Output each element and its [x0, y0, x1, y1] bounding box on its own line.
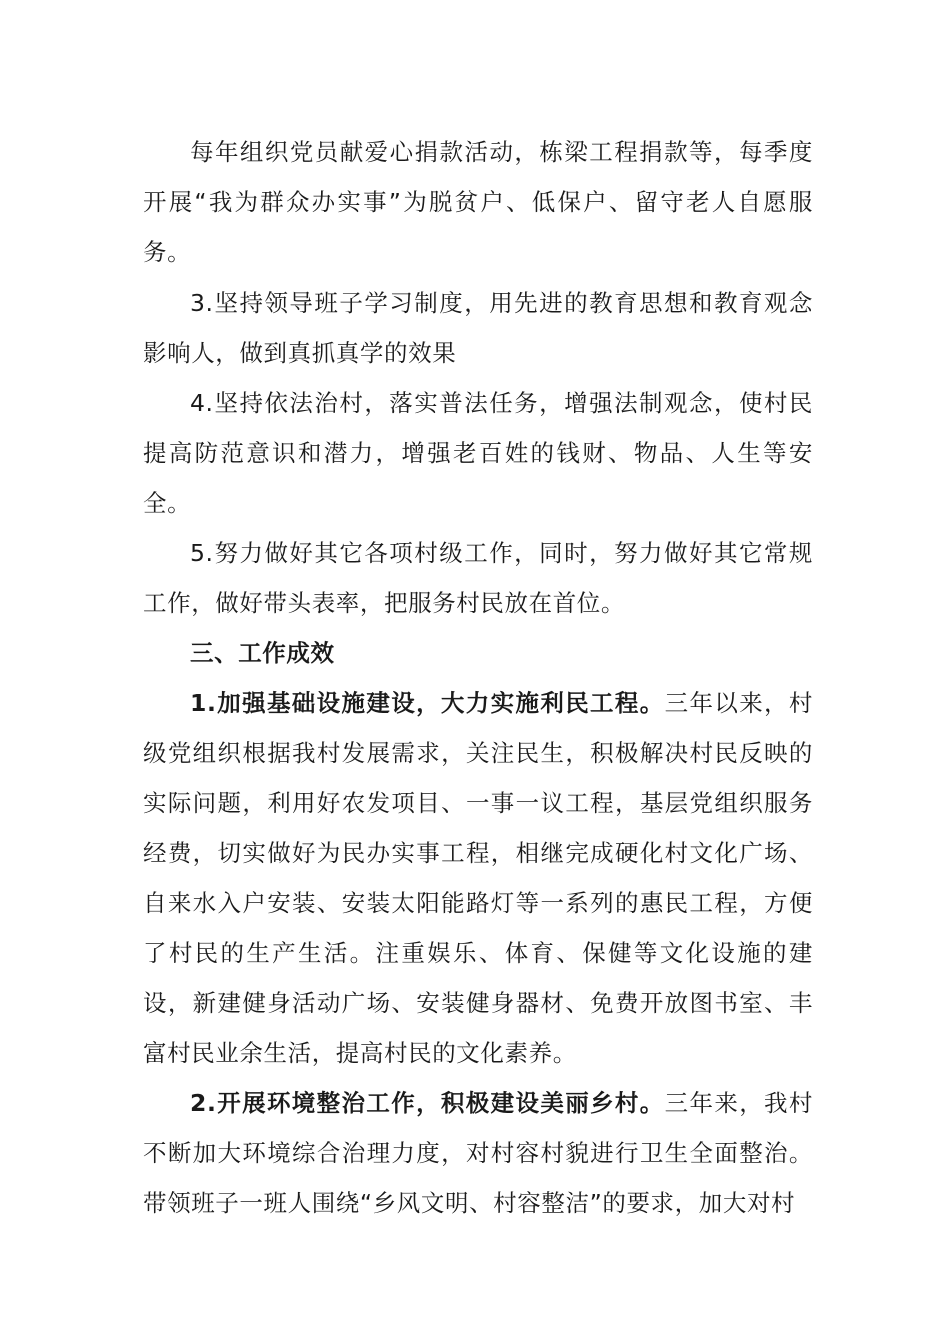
paragraph-rule-of-law: 4.坚持依法治村，落实普法任务，增强法制观念，使村民提高防范意识和潜力，增强老百姓的钱财、物品、人生等安全。 [143, 389, 813, 517]
paragraph-list [143, 278, 813, 1228]
paragraph-lead-bold: 2.开展环境整治工作，积极建设美丽乡村。 [190, 1089, 665, 1117]
paragraph-infrastructure [143, 678, 813, 1078]
paragraph-lead-bold: 1.加强基础设施建设，大力实施利民工程。 [190, 689, 665, 717]
paragraph-body: 三年来，我村不断加大环境综合治理力度，对村容村貌进行卫生全面整治。带领班子一班人围绕“乡风文明、村容整洁”的要求，加大对村 [143, 1089, 813, 1217]
paragraph-text: 每年组织党员献爱心捐款活动，栋梁工程捐款等，每季度开展“我为群众办实事”为脱贫户、低保户、留守老人自愿服务。 [143, 138, 813, 266]
paragraph-volunteer-service [143, 127, 813, 277]
paragraph-other-work: 5.努力做好其它各项村级工作，同时，努力做好其它常规工作，做好带头表率，把服务村民放在首位。 [143, 539, 813, 617]
paragraph-body: 三年以来，村级党组织根据我村发展需求，关注民生，积极解决村民反映的实际问题，利用好农发项目、一事一议工程，基层党组织服务经费，切实做好为民办实事工程，相继完成硬化村文化广场、自来水入户安装、安装太阳能路灯等一系列的惠民工程，方便了村民的生产生活。注重娱乐、体育、保健等文化设施的建设，新建健身活动广场、安装健身器材、免费开放图书室、丰富村民业余生活，提高村民的文化素养。 [143, 689, 813, 1067]
paragraph-environment [143, 1078, 813, 1228]
section-heading: 三、工作成效 [190, 639, 335, 667]
paragraph-study-system: 3.坚持领导班子学习制度，用先进的教育思想和教育观念影响人，做到真抓真学的效果 [143, 289, 813, 367]
